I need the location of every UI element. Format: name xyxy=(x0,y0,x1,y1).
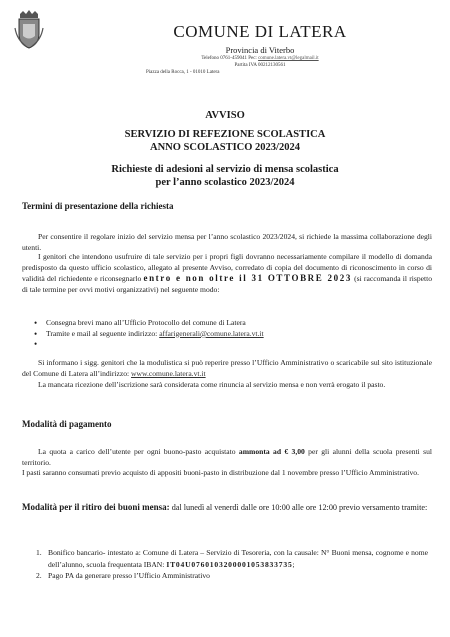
notice-title: AVVISO xyxy=(205,110,245,121)
payment-paragraph-2: I pasti saranno consumati previo acquisto di appositi buoni-pasto in distribuzione dal 1 novembre presso l’Ufficio Amministrativo. xyxy=(22,468,419,477)
address: Piazza della Rocca, 1 - 01010 Latera xyxy=(146,70,220,75)
vat-number: Partita IVA 00212130561 xyxy=(234,63,286,68)
pickup-paragraph: Modalità per il ritiro dei buoni mensa: dal lunedì al venerdì dalle ore 10:00 alle ore 12:00 previo versamento tramite: xyxy=(22,502,428,512)
email-link[interactable]: affarigenerali@comune.latera.vt.it xyxy=(159,328,264,338)
submission-methods-list xyxy=(34,318,414,350)
letterhead xyxy=(110,22,410,76)
phone-line: Telefono 0761-459041 Pec: xyxy=(201,56,257,61)
list-item: • Consegna brevi mano all’Ufficio Protocollo del comune di Latera xyxy=(34,318,414,329)
request-title: Richieste di adesioni al servizio di mensa scolastica per l’anno scolastico 2023/2024 xyxy=(111,164,339,188)
contact-line xyxy=(110,55,410,62)
terms-heading: Termini di presentazione della richiesta xyxy=(22,201,174,211)
pec-link[interactable]: comune.latera.vt@legalmail.it xyxy=(258,56,319,61)
municipality-name: COMUNE DI LATERA xyxy=(173,22,347,41)
deadline: entro e non oltre il 31 OTTOBRE 2023 xyxy=(143,273,352,284)
list-item: • Tramite e mail al seguente indirizzo: affarigenerali@comune.latera.vt.it xyxy=(34,329,414,340)
terms-paragraph-4: La mancata ricezione dell’iscrizione sarà considerata come rinuncia al servizio mensa e non verrà erogato il pasto. xyxy=(38,380,386,389)
terms-paragraph-1: Per consentire il regolare inizio del servizio mensa per l’anno scolastico 2023/2024, si richiede la massima collaborazione degli utenti. xyxy=(22,232,432,252)
municipal-crest-icon xyxy=(14,10,44,50)
terms-paragraph-2: I genitori che intendono usufruire di tale servizio per i propri figli dovranno necessariamente compilare il modello di domanda predisposto da questo ufficio scolastico, allegato al presente Avviso, corredato di copia del documento di riconoscimento in corso di validità del richiedente e riconsegnarlo entro e non oltre il 31 OTTOBRE 2023 (si raccomanda il rispetto di tale termine per ovvi motivi organizzativi) nel seguente modo: xyxy=(22,252,433,295)
pickup-heading: Modalità per il ritiro dei buoni mensa: xyxy=(22,502,170,512)
payment-methods-list xyxy=(36,547,428,582)
meal-price: ammonta ad € 3,00 xyxy=(238,447,305,456)
province-name: Provincia di Viterbo xyxy=(225,45,295,55)
service-title: SERVIZIO DI REFEZIONE SCOLASTICA ANNO SCOLASTICO 2023/2024 xyxy=(124,129,326,153)
payment-paragraph-1: La quota a carico dell’utente per ogni buono-pasto acquistato ammonta ad € 3,00 per gli alunni della scuola presenti sul territorio. xyxy=(22,447,432,467)
terms-paragraph-3: Si informano i sigg. genitori che la modulistica si può reperire presso l’Ufficio Amministrativo o scaricabile sul sito istituzionale del Comune di Latera all’indirizzo: www.comune.latera.vt.it xyxy=(22,358,432,378)
list-item: 2. Pago PA da generare presso l’Ufficio Amministrativo xyxy=(36,571,210,580)
payment-heading: Modalità di pagamento xyxy=(22,419,112,429)
list-item: 1. Bonifico bancario- intestato a: Comune di Latera – Servizio di Tesoreria, con la causale: N° Buoni mensa, cognome e nome dell’alunno, scuola frequentata IBAN: IT04U0760103200001053833735; xyxy=(36,548,428,569)
list-item xyxy=(34,339,414,350)
website-link[interactable]: www.comune.latera.vt.it xyxy=(131,368,206,378)
iban-code: IT04U0760103200001053833735 xyxy=(166,559,293,569)
